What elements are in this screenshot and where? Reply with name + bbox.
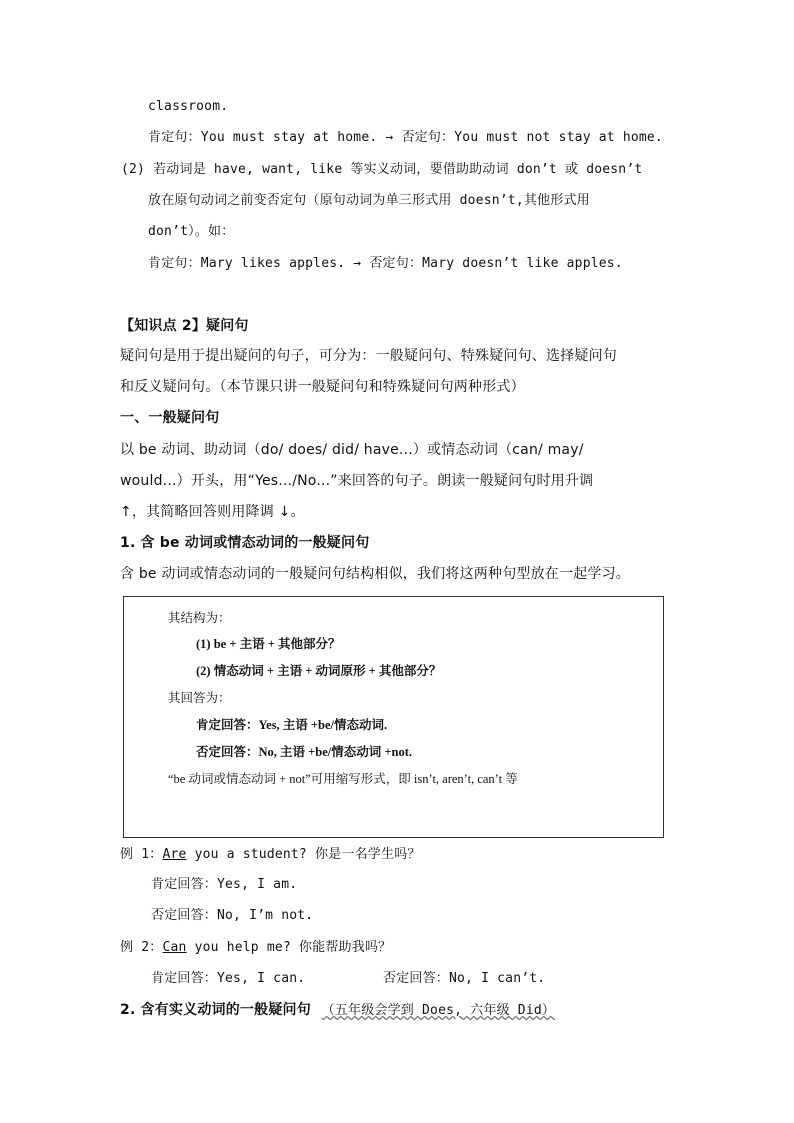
paragraph-line: would...）开头，用“Yes.../No...”来回答的句子。朗读一般疑问句时用升调 [120, 473, 594, 489]
answer-line: 否定回答：No, 主语 +be/情态动词 +not. [196, 745, 412, 759]
example-prefix: 例 1： [120, 847, 163, 862]
section-heading: 【知识点 2】疑问句 [120, 318, 249, 334]
example-line [120, 845, 421, 865]
answer-line: 肯定回答：Yes, 主语 +be/情态动词. [196, 718, 388, 732]
structure-line: (1) be + 主语 + 其他部分？ [196, 637, 341, 651]
paragraph-line: 和反义疑问句。（本节课只讲一般疑问句和特殊疑问句两种形式） [120, 379, 525, 395]
point2-title: 2. 含有实义动词的一般疑问句 [120, 1002, 311, 1018]
point-heading [120, 1000, 555, 1021]
example-keyword: Are [162, 847, 187, 862]
point2-note: （五年级会学到 Does, 六年级 Did） [321, 1003, 556, 1018]
example-text: you help me? 你能帮助我吗？ [186, 940, 392, 955]
paragraph-line: 以 be 动词、助动词（do/ does/ did/ have...）或情态动词（can/ may/ [120, 442, 584, 458]
text-line: 肯定句：You must stay at home. → 否定句：You must not stay at home. [148, 130, 663, 145]
example-answer: 肯定回答：Yes, I can. [151, 971, 306, 986]
example-answer: 否定回答：No, I can’t. [383, 971, 546, 986]
paragraph-line: ↑，其简略回答则用降调 ↓。 [120, 504, 305, 520]
point-heading: 1. 含 be 动词或情态动词的一般疑问句 [120, 535, 370, 551]
paragraph-line: 疑问句是用于提出疑问的句子，可分为：一般疑问句、特殊疑问句、选择疑问句 [120, 348, 617, 364]
example-keyword: Can [162, 940, 187, 955]
text-line: 放在原句动词之前变否定句（原句动词为单三形式用 doesn’t,其他形式用 [148, 193, 590, 208]
example-answer: 否定回答：No, I’m not. [151, 908, 314, 923]
box-label: 其回答为： [168, 690, 231, 705]
example-text: you a student? 你是一名学生吗？ [186, 847, 421, 862]
paragraph-line: 含 be 动词或情态动词的一般疑问句结构相似，我们将这两种句型放在一起学习。 [120, 566, 630, 582]
text-line: (2) 若动词是 have, want, like 等实义动词，要借助助动词 don’t 或 doesn’t [121, 162, 643, 177]
example-prefix: 例 2： [120, 940, 163, 955]
text-line: classroom. [148, 99, 229, 114]
text-line: don’t）。如： [148, 224, 235, 239]
text-line: 肯定句：Mary likes apples. → 否定句：Mary doesn’t like apples. [148, 256, 623, 271]
box-note: “be 动词或情态动词 + not”可用缩写形式，即 isn’t, aren’t, can’t 等 [168, 772, 518, 786]
box-label: 其结构为： [168, 610, 231, 625]
structure-line: (2) 情态动词 + 主语 + 动词原形 + 其他部分？ [196, 664, 442, 678]
example-line [120, 938, 391, 958]
sub-heading: 一、一般疑问句 [120, 410, 220, 426]
structure-box [123, 596, 664, 838]
example-answer: 肯定回答：Yes, I am. [151, 877, 298, 892]
